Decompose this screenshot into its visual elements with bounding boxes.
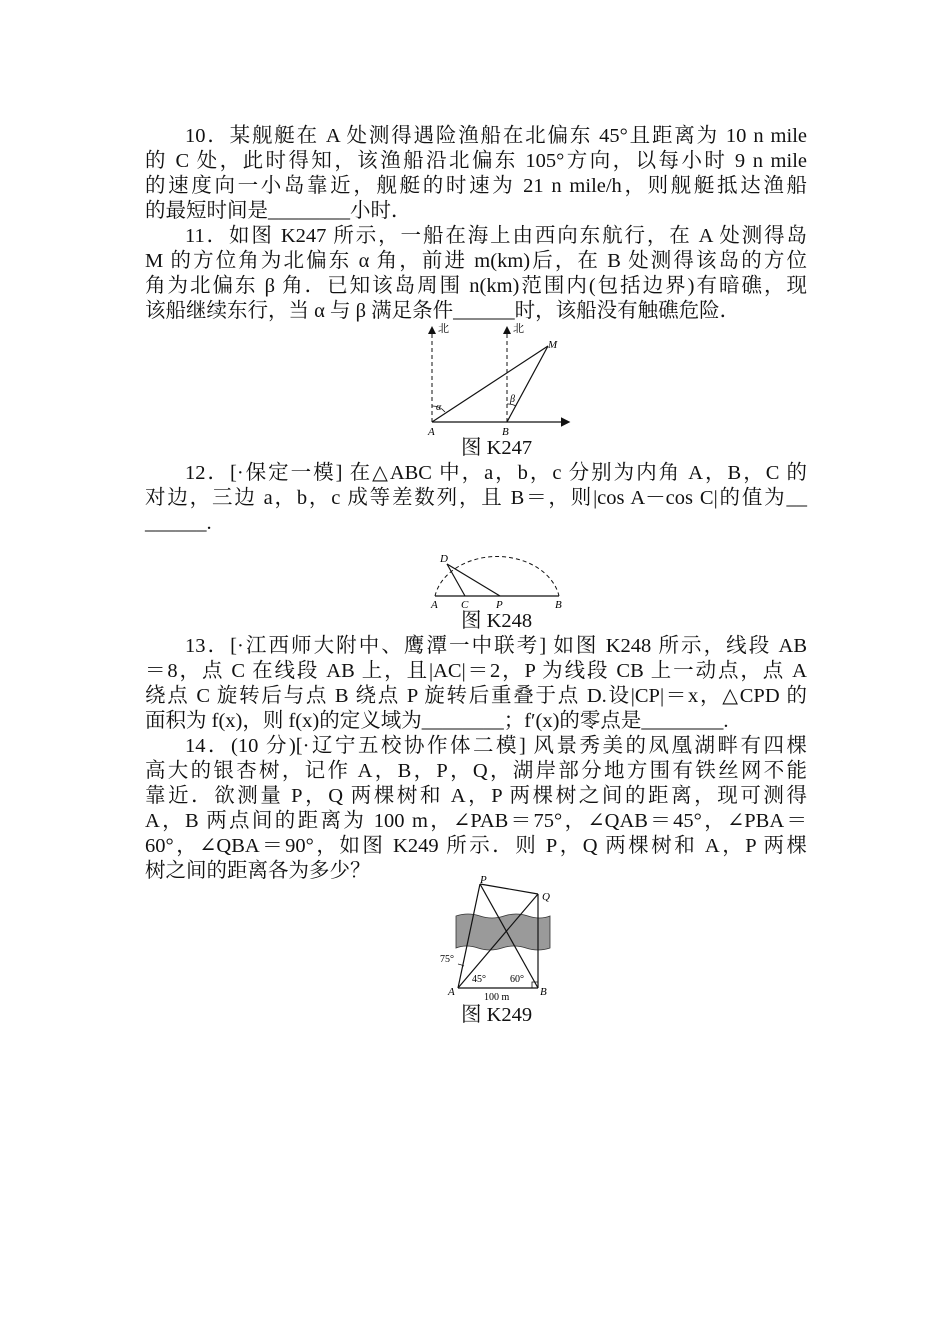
q10-line-4: 的最短时间是________小时． bbox=[145, 200, 412, 222]
label-c: C bbox=[461, 599, 469, 610]
label-b: B bbox=[502, 426, 509, 438]
q13-line-3: 绕点 C 旋转后与点 B 绕点 P 旋转后重叠于点 D.设|CP|＝x，△CPD 的 bbox=[145, 685, 807, 707]
q11-line-4: 该船继续东行，当 α 与 β 满足条件______时，该船没有触礁危险． bbox=[145, 300, 741, 322]
q11-line-1: 11．如图 K247 所示，一船在海上由西向东航行，在 A 处测得岛 bbox=[185, 225, 807, 247]
caption-k249: 图 K249 bbox=[461, 1004, 533, 1026]
segment-dp bbox=[447, 564, 500, 596]
label-a: A bbox=[448, 986, 455, 998]
label-angle60: 60° bbox=[510, 974, 524, 985]
q11-line-3: 角为北偏东 β 角．已知该岛周围 n(km)范围内(包括边界)有暗礁，现 bbox=[145, 275, 807, 297]
label-q: Q bbox=[542, 891, 550, 903]
figure-k248 bbox=[425, 538, 570, 610]
label-p: P bbox=[480, 876, 487, 886]
label-p: P bbox=[496, 599, 503, 610]
label-angle45: 45° bbox=[472, 974, 486, 985]
label-north-1: 北 bbox=[438, 323, 449, 335]
q12-line-1: 12．[·保定一模] 在△ABC 中，a，b，c 分别为内角 A，B，C 的 bbox=[185, 462, 807, 484]
q14-line-4: A，B 两点间的距离为 100 m，∠PAB＝75°，∠QAB＝45°，∠PBA＝ bbox=[145, 810, 807, 832]
label-distance: 100 m bbox=[484, 992, 510, 1003]
segment-pq bbox=[480, 884, 538, 894]
label-a: A bbox=[431, 599, 438, 610]
label-b: B bbox=[540, 986, 547, 998]
q14-line-3: 靠近．欲测量 P，Q 两棵树和 A，P 两棵树之间的距离，现可测得 bbox=[145, 785, 807, 807]
label-north-2: 北 bbox=[513, 323, 524, 335]
q11-line-2: M 的方位角为北偏东 α 角，前进 m(km)后，在 B 处测得该岛的方位 bbox=[145, 250, 807, 272]
q10-line-3: 的速度向一小岛靠近，舰艇的时速为 21 n mile/h，则舰艇抵达渔船 bbox=[145, 175, 807, 197]
q14-line-1: 14．(10 分)[·辽宁五校协作体二模] 风景秀美的凤凰湖畔有四棵 bbox=[185, 735, 807, 757]
q14-line-5: 60°，∠QBA＝90°，如图 K249 所示．则 P，Q 两棵树和 A，P 两棵 bbox=[145, 835, 807, 857]
line-am bbox=[432, 346, 548, 422]
label-a: A bbox=[428, 426, 435, 438]
q14-line-2: 高大的银杏树，记作 A，B，P，Q，湖岸部分地方围有铁丝网不能 bbox=[145, 760, 807, 782]
caption-k247: 图 K247 bbox=[461, 437, 533, 459]
figure-k249 bbox=[438, 876, 558, 1004]
figure-k247 bbox=[420, 320, 580, 438]
label-alpha: α bbox=[436, 402, 442, 413]
q13-line-1: 13．[·江西师大附中、鹰潭一中联考] 如图 K248 所示，线段 AB bbox=[185, 635, 807, 657]
label-beta: β bbox=[510, 394, 515, 405]
q12-line-3: ______. bbox=[145, 512, 212, 534]
q13-line-2: ＝8，点 C 在线段 AB 上，且|AC|＝2，P 为线段 CB 上一动点，点 A bbox=[145, 660, 807, 682]
label-angle75: 75° bbox=[440, 954, 454, 965]
label-m: M bbox=[548, 339, 558, 351]
q12-line-2: 对边，三边 a，b，c 成等差数列，且 B＝，则|cos A－cos C|的值为__ bbox=[145, 487, 807, 509]
q10-line-2: 的 C 处，此时得知，该渔船沿北偏东 105°方向，以每小时 9 n mile bbox=[145, 150, 807, 172]
q14-line-6: 树之间的距离各为多少？ bbox=[145, 860, 371, 882]
q10-line-1: 10．某舰艇在 A 处测得遇险渔船在北偏东 45°且距离为 10 n mile bbox=[185, 125, 807, 147]
label-b: B bbox=[555, 599, 562, 610]
caption-k248: 图 K248 bbox=[461, 610, 533, 632]
q13-line-4: 面积为 f(x)，则 f(x)的定义域为________；f′(x)的零点是________. bbox=[145, 710, 729, 732]
line-bm bbox=[507, 346, 548, 422]
label-d: D bbox=[440, 553, 448, 565]
